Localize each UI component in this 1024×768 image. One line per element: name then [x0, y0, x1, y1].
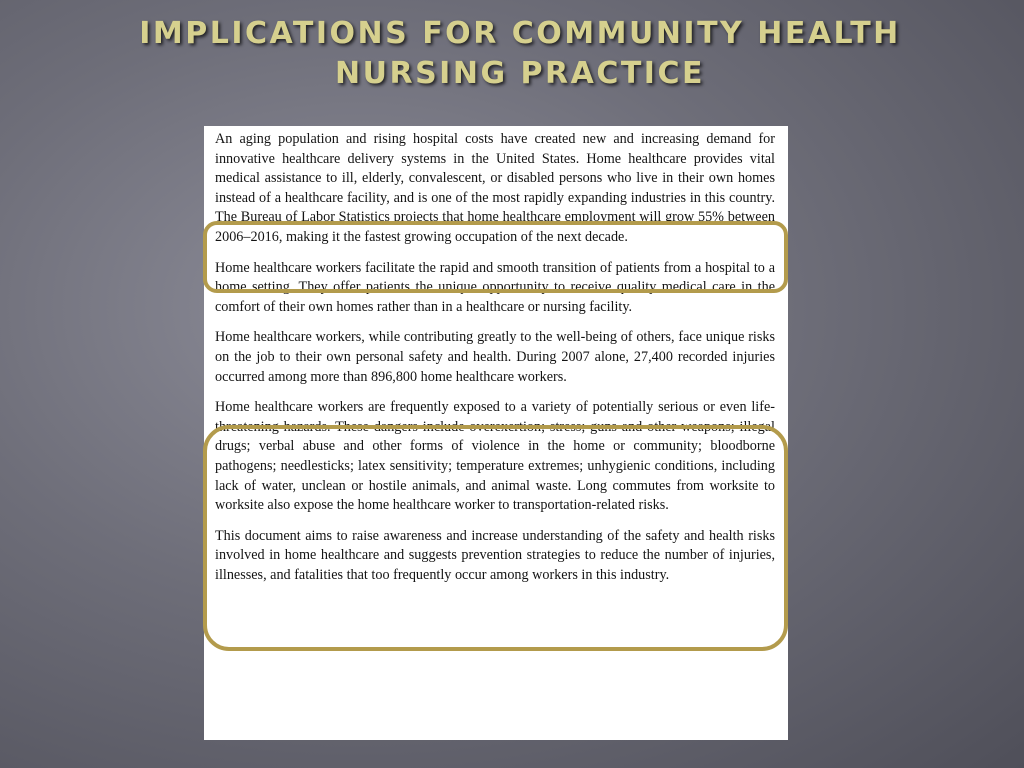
paragraph-purpose: This document aims to raise awareness and increase understanding of the safety and health risks involved in home healthcare and suggests prevention strategies to reduce the number of injuries, illnesses, and fatalities that too frequently occur among workers in this industry. [215, 527, 775, 583]
paragraph-risks: Home healthcare workers, while contributing greatly to the well-being of others, face unique risks on the job to their own personal safety and health. During 2007 alone, 27,400 recorded injuries occurred among more than 896,800 home healthcare workers. [215, 329, 775, 385]
slide-title-line-1: IMPLICATIONS FOR COMMUNITY HEALTH [139, 16, 901, 51]
paragraph-intro: An aging population and rising hospital costs have created new and increasing demand for innovative healthcare delivery systems in the United States. Home healthcare provides vital medical assistance to ill, elderly, convalescent, or disabled persons who live in their own homes instead of a healthcare facility, and is one of the most rapidly expanding industries in this country. The Bureau of Labor Statistics projects that home healthcare employment will grow 55% between 2006–2016, making it the fastest growing occupation of the next decade. [215, 131, 775, 245]
paragraph-transition: Home healthcare workers facilitate the rapid and smooth transition of patients from a hospital to a home setting. They offer patients the unique opportunity to receive quality medical care in the comfort of their own homes rather than in a healthcare or nursing facility. [215, 259, 775, 315]
slide-title-line-2: NURSING PRACTICE [335, 56, 705, 91]
highlight-box-injuries-hazards [203, 425, 788, 651]
paragraph-hazards: Home healthcare workers are frequently exposed to a variety of potentially serious or even life-threatening hazards. These dangers include overexertion; stress; guns and other weapons; illegal drugs; verbal abuse and other forms of violence in the home or community; bloodborne pathogens; needlesticks; latex sensitivity; temperature extremes; unhygienic conditions, including lack of water, unclean or hostile animals, and animal waste. Long commutes from worksite to worksite also expose the home healthcare worker to transportation-related risks. [215, 399, 775, 514]
highlight-box-employment-growth [203, 221, 788, 293]
slide-title [0, 14, 1024, 94]
